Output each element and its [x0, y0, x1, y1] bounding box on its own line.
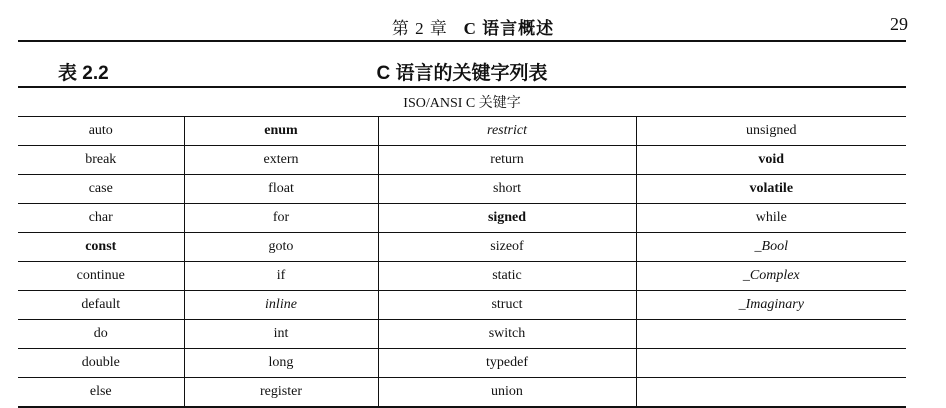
chapter-prefix: 第 2 章 — [391, 19, 448, 38]
keyword-cell: if — [184, 262, 378, 291]
keyword-cell: else — [18, 378, 184, 408]
keyword-cell: continue — [18, 262, 184, 291]
table-title: C 语言的关键字列表 — [376, 63, 548, 84]
table-row — [18, 320, 906, 349]
table-number: 表 2.2 — [58, 63, 109, 84]
keyword-cell: return — [378, 146, 636, 175]
table-row — [18, 146, 906, 175]
table-row — [18, 233, 906, 262]
keyword-cell: while — [636, 204, 906, 233]
keyword-cell: register — [184, 378, 378, 408]
keyword-cell: sizeof — [378, 233, 636, 262]
keyword-cell: void — [636, 146, 906, 175]
keyword-cell: _Imaginary — [636, 291, 906, 320]
keyword-cell — [636, 378, 906, 408]
keyword-cell: goto — [184, 233, 378, 262]
keyword-cell: long — [184, 349, 378, 378]
keyword-cell: _Bool — [636, 233, 906, 262]
keyword-cell — [636, 320, 906, 349]
page-number: 29 — [890, 14, 908, 34]
keyword-cell: unsigned — [636, 117, 906, 146]
table-row — [18, 291, 906, 320]
keyword-cell: enum — [184, 117, 378, 146]
keyword-cell: break — [18, 146, 184, 175]
keyword-cell: default — [18, 291, 184, 320]
keyword-cell: inline — [184, 291, 378, 320]
keyword-cell: double — [18, 349, 184, 378]
keyword-cell: struct — [378, 291, 636, 320]
table-body — [18, 117, 906, 408]
header-rule — [18, 40, 906, 42]
keyword-cell: auto — [18, 117, 184, 146]
table-row — [18, 378, 906, 408]
keyword-cell: extern — [184, 146, 378, 175]
keyword-cell: typedef — [378, 349, 636, 378]
keyword-cell: signed — [378, 204, 636, 233]
keyword-cell: union — [378, 378, 636, 408]
keyword-cell: float — [184, 175, 378, 204]
table-row — [18, 262, 906, 291]
keyword-table — [18, 86, 906, 408]
table-caption — [18, 58, 906, 84]
keyword-cell — [636, 349, 906, 378]
keyword-cell: const — [18, 233, 184, 262]
group-heading: ISO/ANSI C 关键字 — [18, 87, 906, 117]
keyword-cell: int — [184, 320, 378, 349]
table-row — [18, 349, 906, 378]
table-row — [18, 175, 906, 204]
keyword-table-container — [18, 86, 906, 408]
keyword-cell: do — [18, 320, 184, 349]
keyword-cell: char — [18, 204, 184, 233]
chapter-name: C 语言概述 — [463, 19, 555, 38]
keyword-cell: static — [378, 262, 636, 291]
keyword-cell: for — [184, 204, 378, 233]
keyword-cell: restrict — [378, 117, 636, 146]
chapter-title — [0, 14, 946, 39]
table-row — [18, 117, 906, 146]
keyword-cell: switch — [378, 320, 636, 349]
keyword-cell: _Complex — [636, 262, 906, 291]
keyword-cell: volatile — [636, 175, 906, 204]
table-group-heading-row — [18, 87, 906, 117]
table-row — [18, 204, 906, 233]
keyword-cell: case — [18, 175, 184, 204]
running-head — [0, 14, 946, 38]
keyword-cell: short — [378, 175, 636, 204]
